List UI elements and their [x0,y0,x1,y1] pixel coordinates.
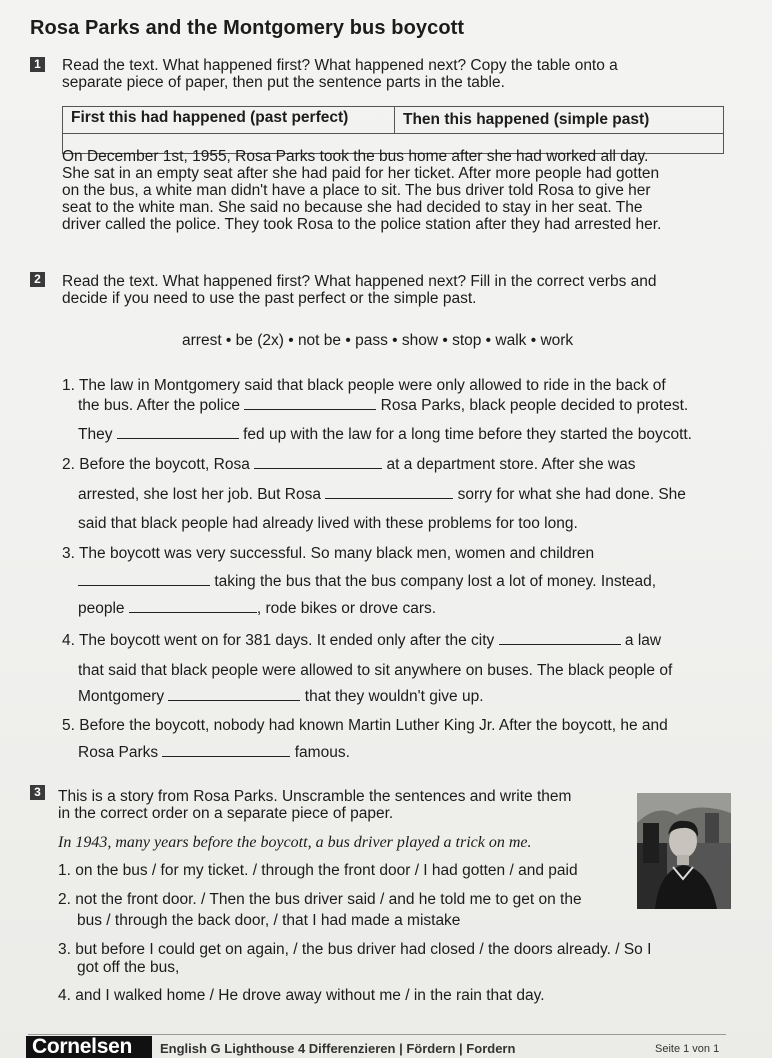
item-4-text: 4. The boycott went on for 381 days. It ended only after the city [62,632,495,649]
table-header-row [63,107,723,134]
item-4-line-3 [78,686,484,706]
exercise-2-instruction-line: decide if you need to use the past perfect or the simple past. [62,290,477,307]
item-2-text: at a department store. After she was [386,456,636,473]
item-3-line-2 [78,571,656,591]
fill-in-blank[interactable] [168,686,300,701]
item-3-line-3 [78,598,436,618]
footer-divider [28,1034,726,1035]
text-line: seat to the white man. She said no because she had decided to stay in her seat. The [62,199,643,216]
sentence-3-line-1: 3. but before I could get on again, / the bus driver had closed / the doors already. / So I [58,941,652,958]
text-line: On December 1st, 1955, Rosa Parks took the bus home after she had worked all day. [62,148,649,165]
rosa-parks-photo [637,793,731,909]
sentence-1: 1. on the bus / for my ticket. / through the front door / I had gotten / and paid [58,862,578,879]
fill-in-blank[interactable] [162,742,290,757]
publisher-logo: Cornelsen [26,1036,152,1058]
exercise-3-instruction-line: in the correct order on a separate piece of paper. [58,805,394,822]
item-1-line-3 [78,424,692,444]
item-4-line-2: that said that black people were allowed to sit anywhere on buses. The black people of [78,662,673,679]
item-5-line-2 [78,742,350,762]
item-4-text: a law [624,632,662,649]
text-line: on the bus, a white man didn't have a place to sit. The bus driver told Rosa to give her [62,182,651,199]
text-line: driver called the police. They took Rosa to the police station after they had arrested her. [62,216,662,233]
fill-in-blank[interactable] [254,454,382,469]
item-1-text: They [78,426,113,443]
item-2-line-3: said that black people had already lived with these problems for too long. [78,515,578,532]
page-title: Rosa Parks and the Montgomery bus boycott [30,17,465,39]
item-2-text: sorry for what she had done. She [457,486,686,503]
item-2-text: arrested, she lost her job. But Rosa [78,486,321,503]
word-bank: arrest • be (2x) • not be • pass • show • stop • walk • work [182,332,574,349]
exercise-2-instruction-line: Read the text. What happened first? What happened next? Fill in the correct verbs and [62,273,657,290]
item-3-line-1: 3. The boycott was very successful. So many black men, women and children [62,545,595,562]
item-5-line-1: 5. Before the boycott, nobody had known Martin Luther King Jr. After the boycott, he and [62,717,668,734]
footer-book-title: English G Lighthouse 4 Differenzieren | Fördern | Fordern [160,1041,516,1056]
sentence-2-line-1: 2. not the front door. / Then the bus driver said / and he told me to get on the [58,891,582,908]
exercise-1-text [62,148,722,233]
exercise-1-instruction-line: separate piece of paper, then put the sentence parts in the table. [62,74,505,91]
item-4-text: Montgomery [78,688,165,705]
story-intro: In 1943, many years before the boycott, a bus driver played a trick on me. [58,834,532,851]
item-1-text: Rosa Parks, black people decided to protest. [380,397,689,414]
fill-in-blank[interactable] [499,630,621,645]
sentence-2-line-2: bus / through the back door, / that I had made a mistake [77,912,461,929]
exercise-1-instruction [62,57,618,91]
exercise-2-instruction [62,273,657,307]
item-2-line-2 [78,484,686,504]
item-2-line-1 [62,454,635,474]
item-1-text: fed up with the law for a long time before they started the boycott. [243,426,692,443]
exercise-1-instruction-line: Read the text. What happened first? What happened next? Copy the table onto a [62,57,618,74]
item-5-text: Rosa Parks [78,744,159,761]
fill-in-blank[interactable] [129,598,257,613]
table-header-simple-past: Then this happened (simple past) [403,111,650,128]
fill-in-blank[interactable] [78,571,210,586]
item-4-line-1 [62,630,661,650]
fill-in-blank[interactable] [117,424,239,439]
item-1-line-1: 1. The law in Montgomery said that black people were only allowed to ride in the back of [62,377,666,394]
item-2-text: 2. Before the boycott, Rosa [62,456,250,473]
exercise-1-number: 1 [30,57,45,72]
exercise-3-instruction [58,788,571,822]
exercise-3-instruction-line: This is a story from Rosa Parks. Unscramble the sentences and write them [58,788,572,805]
fill-in-blank[interactable] [325,484,453,499]
page-number: Seite 1 von 1 [655,1043,720,1055]
sentence-3-line-2: got off the bus, [77,959,180,976]
table-header-past-perfect: First this had happened (past perfect) [63,107,395,133]
item-3-text: , rode bikes or drove cars. [256,600,437,617]
item-3-text: taking the bus that the bus company lost a lot of money. Instead, [214,573,657,590]
item-5-text: famous. [294,744,350,761]
item-1-line-2 [78,395,688,415]
text-line: She sat in an empty seat after she had paid for her ticket. After more people had gotten [62,165,660,182]
fill-in-blank[interactable] [244,395,376,410]
item-1-text: the bus. After the police [78,397,240,414]
item-4-text: that they wouldn't give up. [304,688,484,705]
sentence-4: 4. and I walked home / He drove away without me / in the rain that day. [58,987,545,1004]
item-3-text: people [78,600,125,617]
exercise-1-table [62,106,724,154]
exercise-2-number: 2 [30,272,45,287]
exercise-3-number: 3 [30,785,45,800]
